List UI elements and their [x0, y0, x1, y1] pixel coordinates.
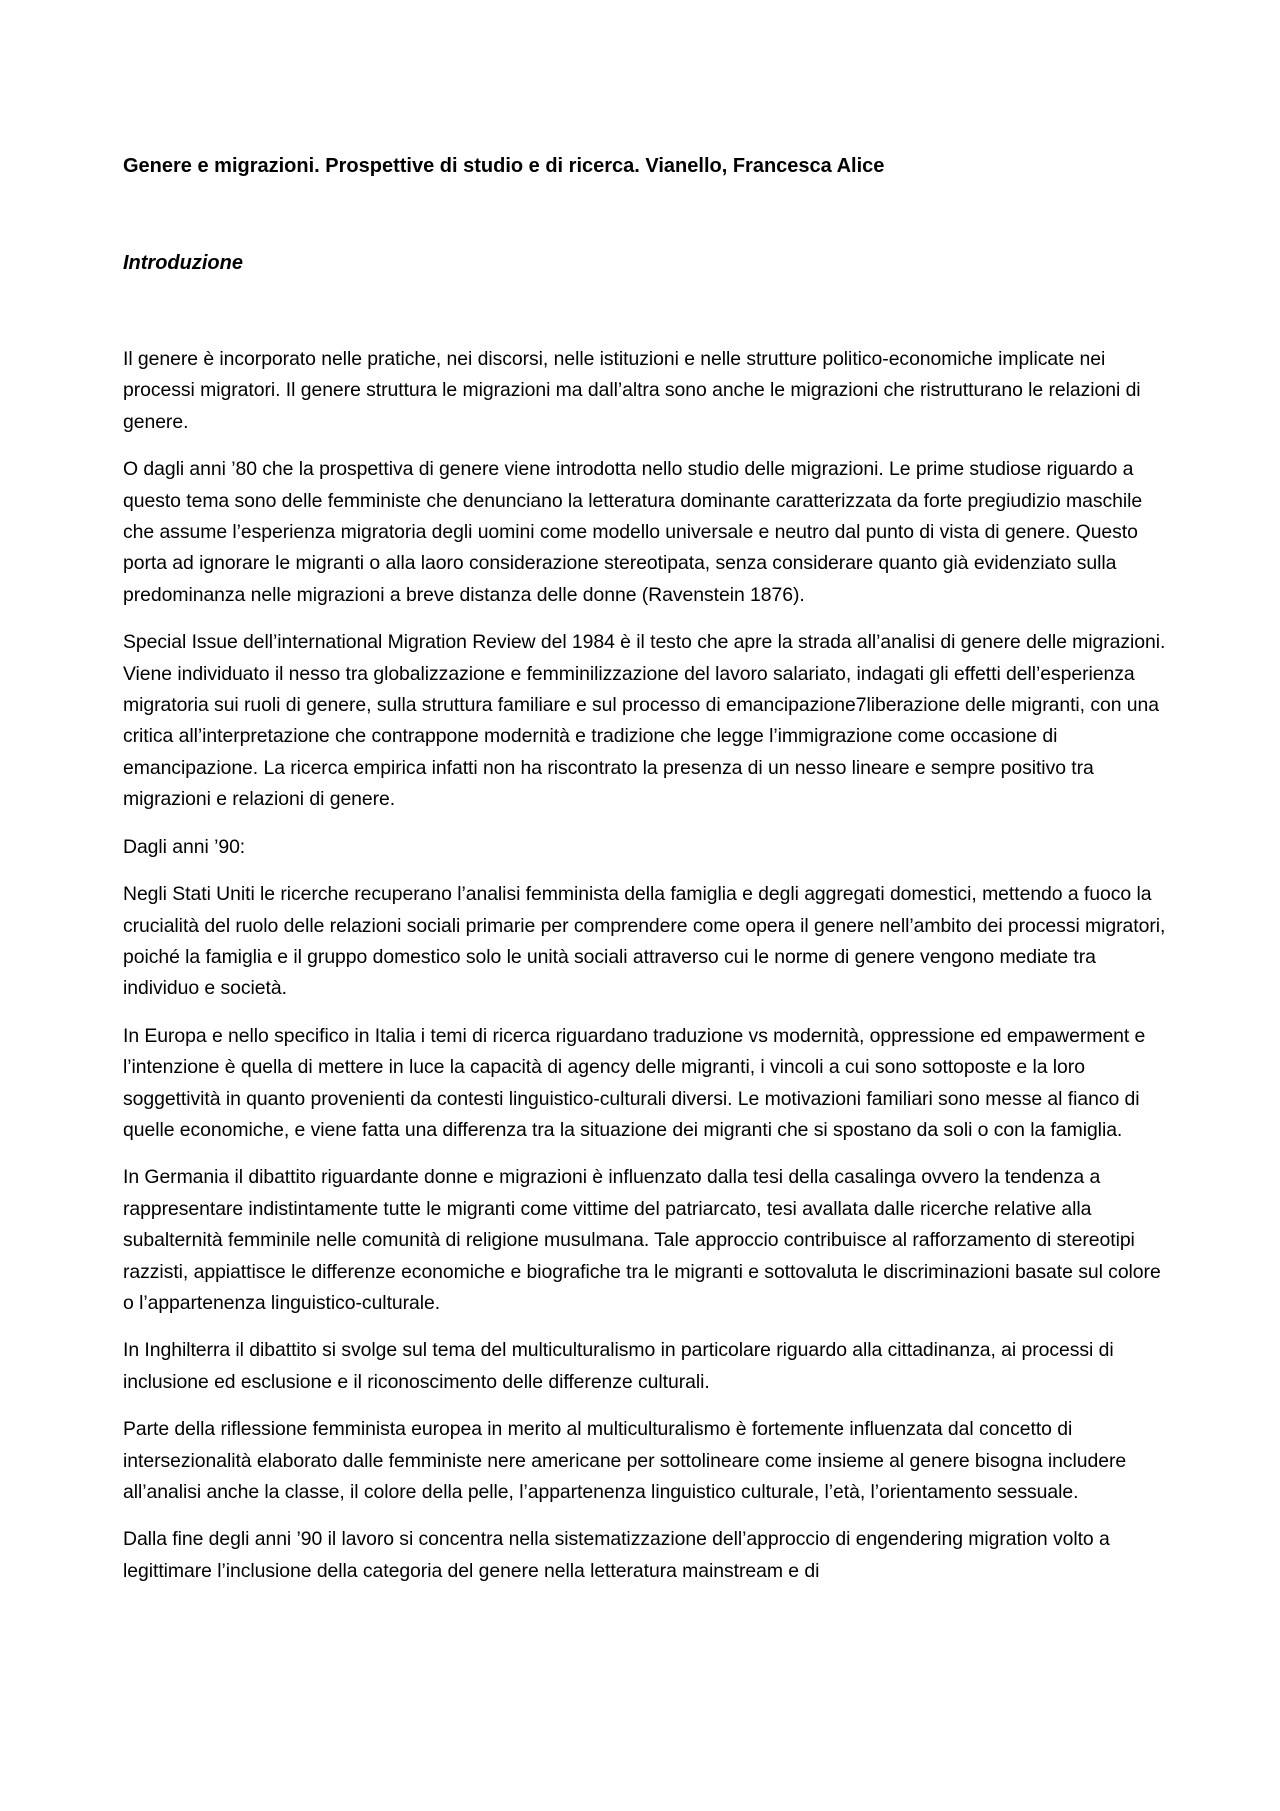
document-title: Genere e migrazioni. Prospettive di studio e di ricerca. Vianello, Francesca Alice: [123, 155, 885, 177]
paragraph: Negli Stati Uniti le ricerche recuperano l’analisi femminista della famiglia e degli aggregati domestici, mettendo a fuoco la crucialità del ruolo delle relazioni sociali primarie per comprendere come opera il genere nell’ambito dei processi migratori, poiché la famiglia e il gruppo domestico solo le unità sociali attraverso cui le norme di genere vengono mediate tra individuo e società.: [123, 883, 1166, 1000]
paragraph: Parte della riflessione femminista europea in merito al multiculturalismo è fortemente influenzata dal concetto di intersezionalità elaborato dalle femministe nere americane per sottolineare come insieme al genere bisogna includere all’analisi anche la classe, il colore della pelle, l’appartenenza linguistico culturale, l’età, l’orientamento sessuale.: [123, 1418, 1127, 1503]
paragraph: Il genere è incorporato nelle pratiche, nei discorsi, nelle istituzioni e nelle strutture politico-economiche implicate nei processi migratori. Il genere struttura le migrazioni ma dall’altra sono anche le migrazioni che ristrutturano le relazioni di genere.: [123, 348, 1141, 433]
paragraph: In Europa e nello specifico in Italia i temi di ricerca riguardano traduzione vs modernità, oppressione ed empawerment e l’intenzione è quella di mettere in luce la capacità di agency delle migranti, i vincoli a cui sono sottoposte e la loro soggettività in quanto provenienti da contesti linguistico-culturali diversi. Le motivazioni familiari sono messe al fianco di quelle economiche, e viene fatta una differenza tra la situazione dei migranti che si spostano da soli o con la famiglia.: [123, 1024, 1146, 1141]
paragraph: Dagli anni ’90:: [123, 835, 246, 858]
section-heading-introduzione: Introduzione: [123, 252, 243, 274]
document-page: [123, 150, 1168, 1603]
paragraph: Special Issue dell’international Migration Review del 1984 è il testo che apre la strada all’analisi di genere delle migrazioni. Viene individuato il nesso tra globalizzazione e femminilizzazione del lavoro salariato, indagati gli effetti dell’esperienza migratoria sui ruoli di genere, sulla struttura familiare e sul processo di emancipazione7liberazione delle migranti, con una critica all’interpretazione che contrappone modernità e tradizione che legge l’immigrazione come occasione di emancipazione. La ricerca empirica infatti non ha riscontrato la presenza di un nesso lineare e sempre positivo tra migrazioni e relazioni di genere.: [123, 631, 1166, 811]
document-body: [123, 344, 1168, 1587]
paragraph: O dagli anni ’80 che la prospettiva di genere viene introdotta nello studio delle migrazioni. Le prime studiose riguardo a questo tema sono delle femministe che denunciano la letteratura dominante caratterizzata da forte pregiudizio maschile che assume l’esperienza migratoria degli uomini come modello universale e neutro dal punto di vista di genere. Questo porta ad ignorare le migranti o alla laoro considerazione stereotipata, senza considerare quanto già evidenziato sulla predominanza nelle migrazioni a breve distanza delle donne (Ravenstein 1876).: [123, 458, 1143, 606]
paragraph: In Germania il dibattito riguardante donne e migrazioni è influenzato dalla tesi della casalinga ovvero la tendenza a rappresentare indistintamente tutte le migranti come vittime del patriarcato, tesi avallata dalle ricerche relative alla subalternità femminile nelle comunità di religione musulmana. Tale approccio contribuisce al rafforzamento di stereotipi razzisti, appiattisce le differenze economiche e biografiche tra le migranti e sottovaluta le discriminazioni basate sul colore o l’appartenenza linguistico-culturale.: [123, 1166, 1161, 1314]
paragraph: Dalla fine degli anni ’90 il lavoro si concentra nella sistematizzazione dell’approccio di engendering migration volto a legittimare l’inclusione della categoria del genere nella letteratura mainstream e di: [123, 1528, 1110, 1582]
paragraph: In Inghilterra il dibattito si svolge sul tema del multiculturalismo in particolare riguardo alla cittadinanza, ai processi di inclusione ed esclusione e il riconoscimento delle differenze culturali.: [123, 1339, 1114, 1393]
